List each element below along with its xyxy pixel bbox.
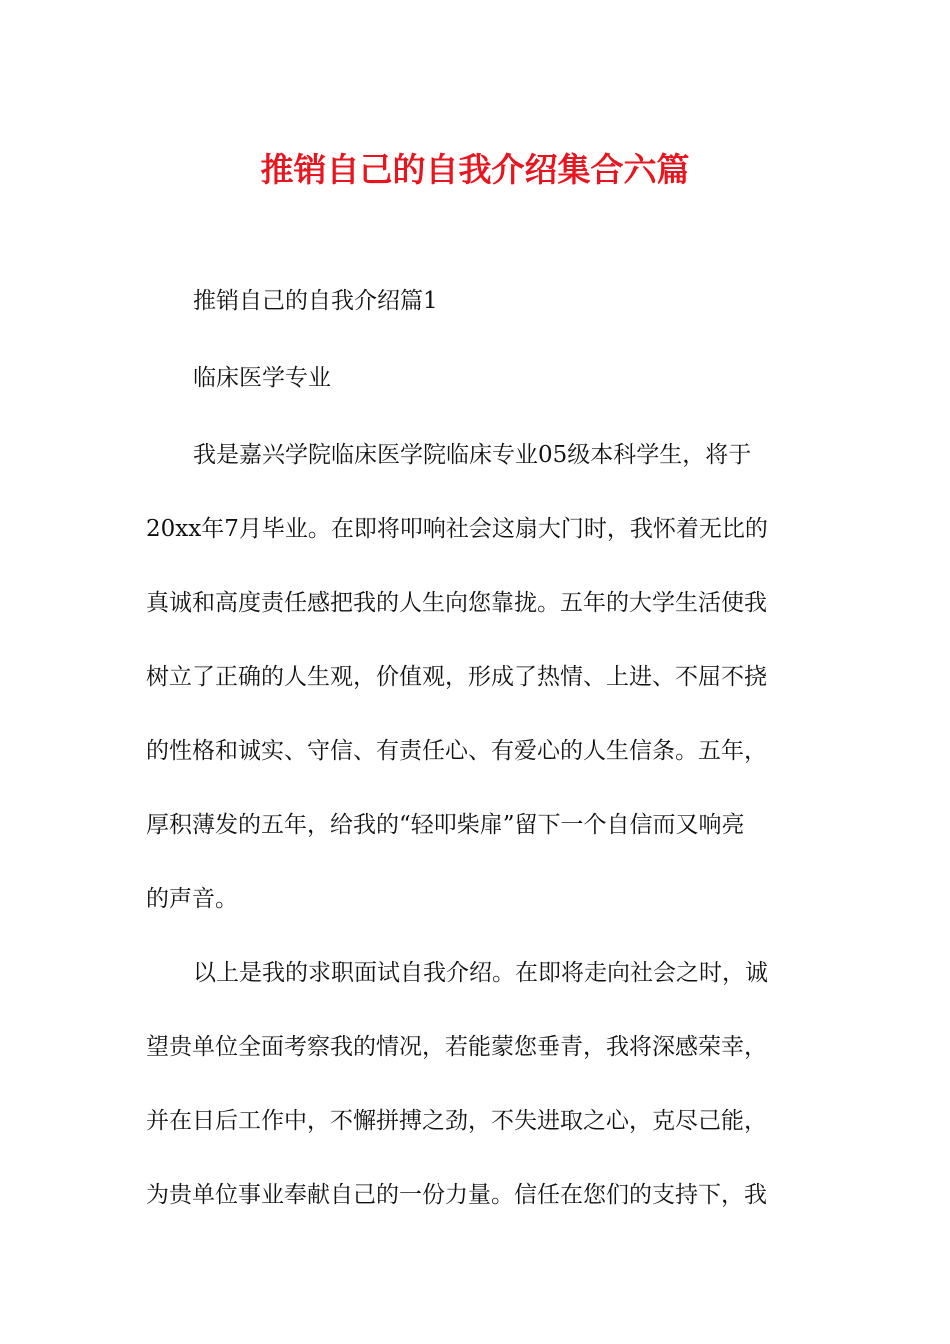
paragraph-line: 的声音。	[146, 886, 238, 912]
paragraph-line: 树立了正确的人生观，价值观，形成了热情、上进、不屈不挠	[146, 664, 767, 690]
paragraph-line: 20xx年7月毕业。在即将叩响社会这扇大门时，我怀着无比的	[146, 516, 768, 542]
paragraph-line: 以上是我的求职面试自我介绍。在即将走向社会之时，诚	[193, 960, 768, 986]
paragraph-line: 的性格和诚实、守信、有责任心、有爱心的人生信条。五年，	[146, 738, 767, 764]
paragraph-line: 厚积薄发的五年，给我的“轻叩柴扉”留下一个自信而又响亮	[146, 812, 745, 838]
paragraph-line: 为贵单位事业奉献自己的一份力量。信任在您们的支持下，我	[146, 1182, 767, 1208]
page-title: 推销自己的自我介绍集合六篇	[260, 150, 690, 189]
subheading: 临床医学专业	[193, 365, 331, 391]
paragraph-1	[146, 435, 794, 920]
paragraph-line: 并在日后工作中，不懈拼搏之劲，不失进取之心，克尽己能，	[146, 1108, 767, 1134]
paragraph-line: 我是嘉兴学院临床医学院临床专业05级本科学生，将于	[193, 442, 752, 468]
paragraph-line: 望贵单位全面考察我的情况，若能蒙您垂青，我将深感荣幸，	[146, 1034, 767, 1060]
section-heading: 推销自己的自我介绍篇1	[193, 288, 438, 314]
document-body	[146, 281, 794, 1249]
paragraph-2	[146, 953, 794, 1216]
paragraph-line: 真诚和高度责任感把我的人生向您靠拢。五年的大学生活使我	[146, 590, 767, 616]
